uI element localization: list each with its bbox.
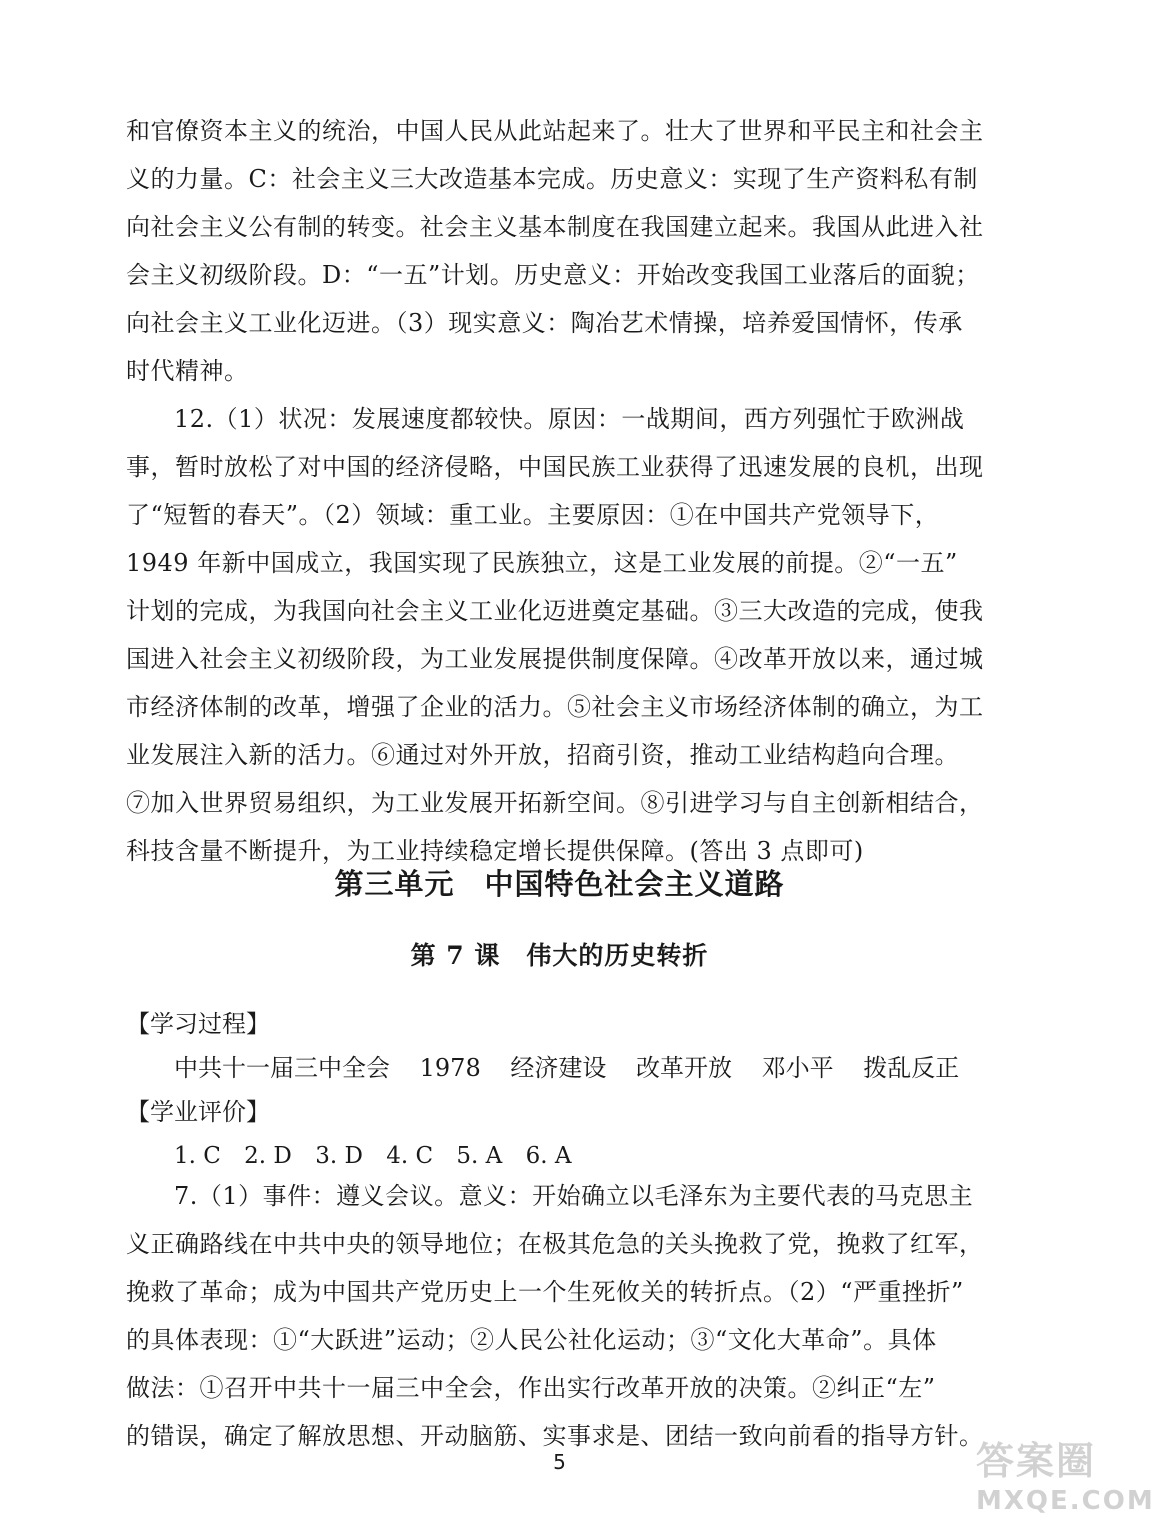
answer: 4. C [386, 1143, 434, 1169]
text-line: 12.（1）状况：发展速度都较快。原因：一战期间，西方列强忙于欧洲战 [174, 405, 965, 433]
text-line: ⑦加入世界贸易组织，为工业发展开拓新空间。⑧引进学习与自主创新相结合， [126, 789, 984, 817]
learning-process-label: 【学习过程】 [126, 1010, 270, 1038]
text-line: 1949 年新中国成立，我国实现了民族独立，这是工业发展的前提。②“一五” [126, 549, 958, 577]
learning-process-terms [126, 1046, 994, 1090]
learning-section [126, 1002, 994, 1178]
text-line: 计划的完成，为我国向社会主义工业化迈进奠定基础。③三大改造的完成，使我 [126, 597, 984, 625]
text-line: 义的力量。C：社会主义三大改造基本完成。历史意义：实现了生产资料私有制 [126, 165, 978, 193]
term: 拨乱反正 [863, 1054, 960, 1082]
term: 中共十一届三中全会 [174, 1054, 390, 1082]
text-line: 时代精神。 [126, 357, 249, 385]
text-line: 挽救了革命；成为中国共产党历史上一个生死攸关的转折点。（2）“严重挫折” [126, 1278, 964, 1306]
text-line: 了“短暂的春天”。（2）领域：重工业。主要原因：①在中国共产党领导下， [126, 501, 940, 529]
answer: 2. D [244, 1143, 292, 1169]
answer-text-part1 [126, 107, 994, 875]
text-line: 科技含量不断提升，为工业持续稳定增长提供保障。(答出 3 点即可) [126, 837, 864, 865]
answer: 3. D [315, 1143, 363, 1169]
term: 1978 [419, 1054, 481, 1082]
text-line: 事，暂时放松了对中国的经济侵略，中国民族工业获得了迅速发展的良机，出现 [126, 453, 984, 481]
evaluation-label: 【学业评价】 [126, 1098, 270, 1126]
text-line: 的错误，确定了解放思想、开动脑筋、实事求是、团结一致向前看的指导方针。 [126, 1422, 984, 1450]
text-line: 的具体表现：①“大跃进”运动；②人民公社化运动；③“文化大革命”。具体 [126, 1326, 937, 1354]
text-line: 和官僚资本主义的统治，中国人民从此站起来了。壮大了世界和平民主和社会主 [126, 117, 984, 145]
text-line: 向社会主义工业化迈进。（3）现实意义：陶冶艺术情操，培养爱国情怀，传承 [126, 309, 963, 337]
text-line: 国进入社会主义初级阶段，为工业发展提供制度保障。④改革开放以来，通过城 [126, 645, 984, 673]
watermark-domain: MXQE.COM [976, 1486, 1155, 1516]
term: 邓小平 [761, 1054, 834, 1082]
text-line: 会主义初级阶段。D：“一五”计划。历史意义：开始改变我国工业落后的面貌； [126, 261, 980, 289]
text-line: 业发展注入新的活力。⑥通过对外开放，招商引资，推动工业结构趋向合理。 [126, 741, 959, 769]
watermark-logo [976, 1438, 1155, 1530]
answer: 1. C [174, 1143, 221, 1169]
text-line: 市经济体制的改革，增强了企业的活力。⑤社会主义市场经济体制的确立，为工 [126, 693, 984, 721]
answer: 5. A [456, 1143, 503, 1169]
watermark-text: 答案圈 [976, 1439, 1097, 1483]
text-line: 做法：①召开中共十一届三中全会，作出实行改革开放的决策。②纠正“左” [126, 1374, 936, 1402]
text-line: 7.（1）事件：遵义会议。意义：开始确立以毛泽东为主要代表的马克思主 [174, 1182, 974, 1210]
lesson-title: 第 7 课 伟大的历史转折 [410, 941, 709, 970]
text-line: 义正确路线在中共中央的领导地位；在极其危急的关头挽救了党，挽救了红军， [126, 1230, 984, 1258]
answer-text-part2 [126, 1172, 994, 1460]
term: 经济建设 [510, 1054, 607, 1082]
page-number: 5 [553, 1450, 566, 1474]
term: 改革开放 [636, 1054, 732, 1082]
text-line: 向社会主义公有制的转变。社会主义基本制度在我国建立起来。我国从此进入社 [126, 213, 984, 241]
unit-title: 第三单元 中国特色社会主义道路 [334, 867, 785, 901]
answer: 6. A [525, 1143, 572, 1169]
